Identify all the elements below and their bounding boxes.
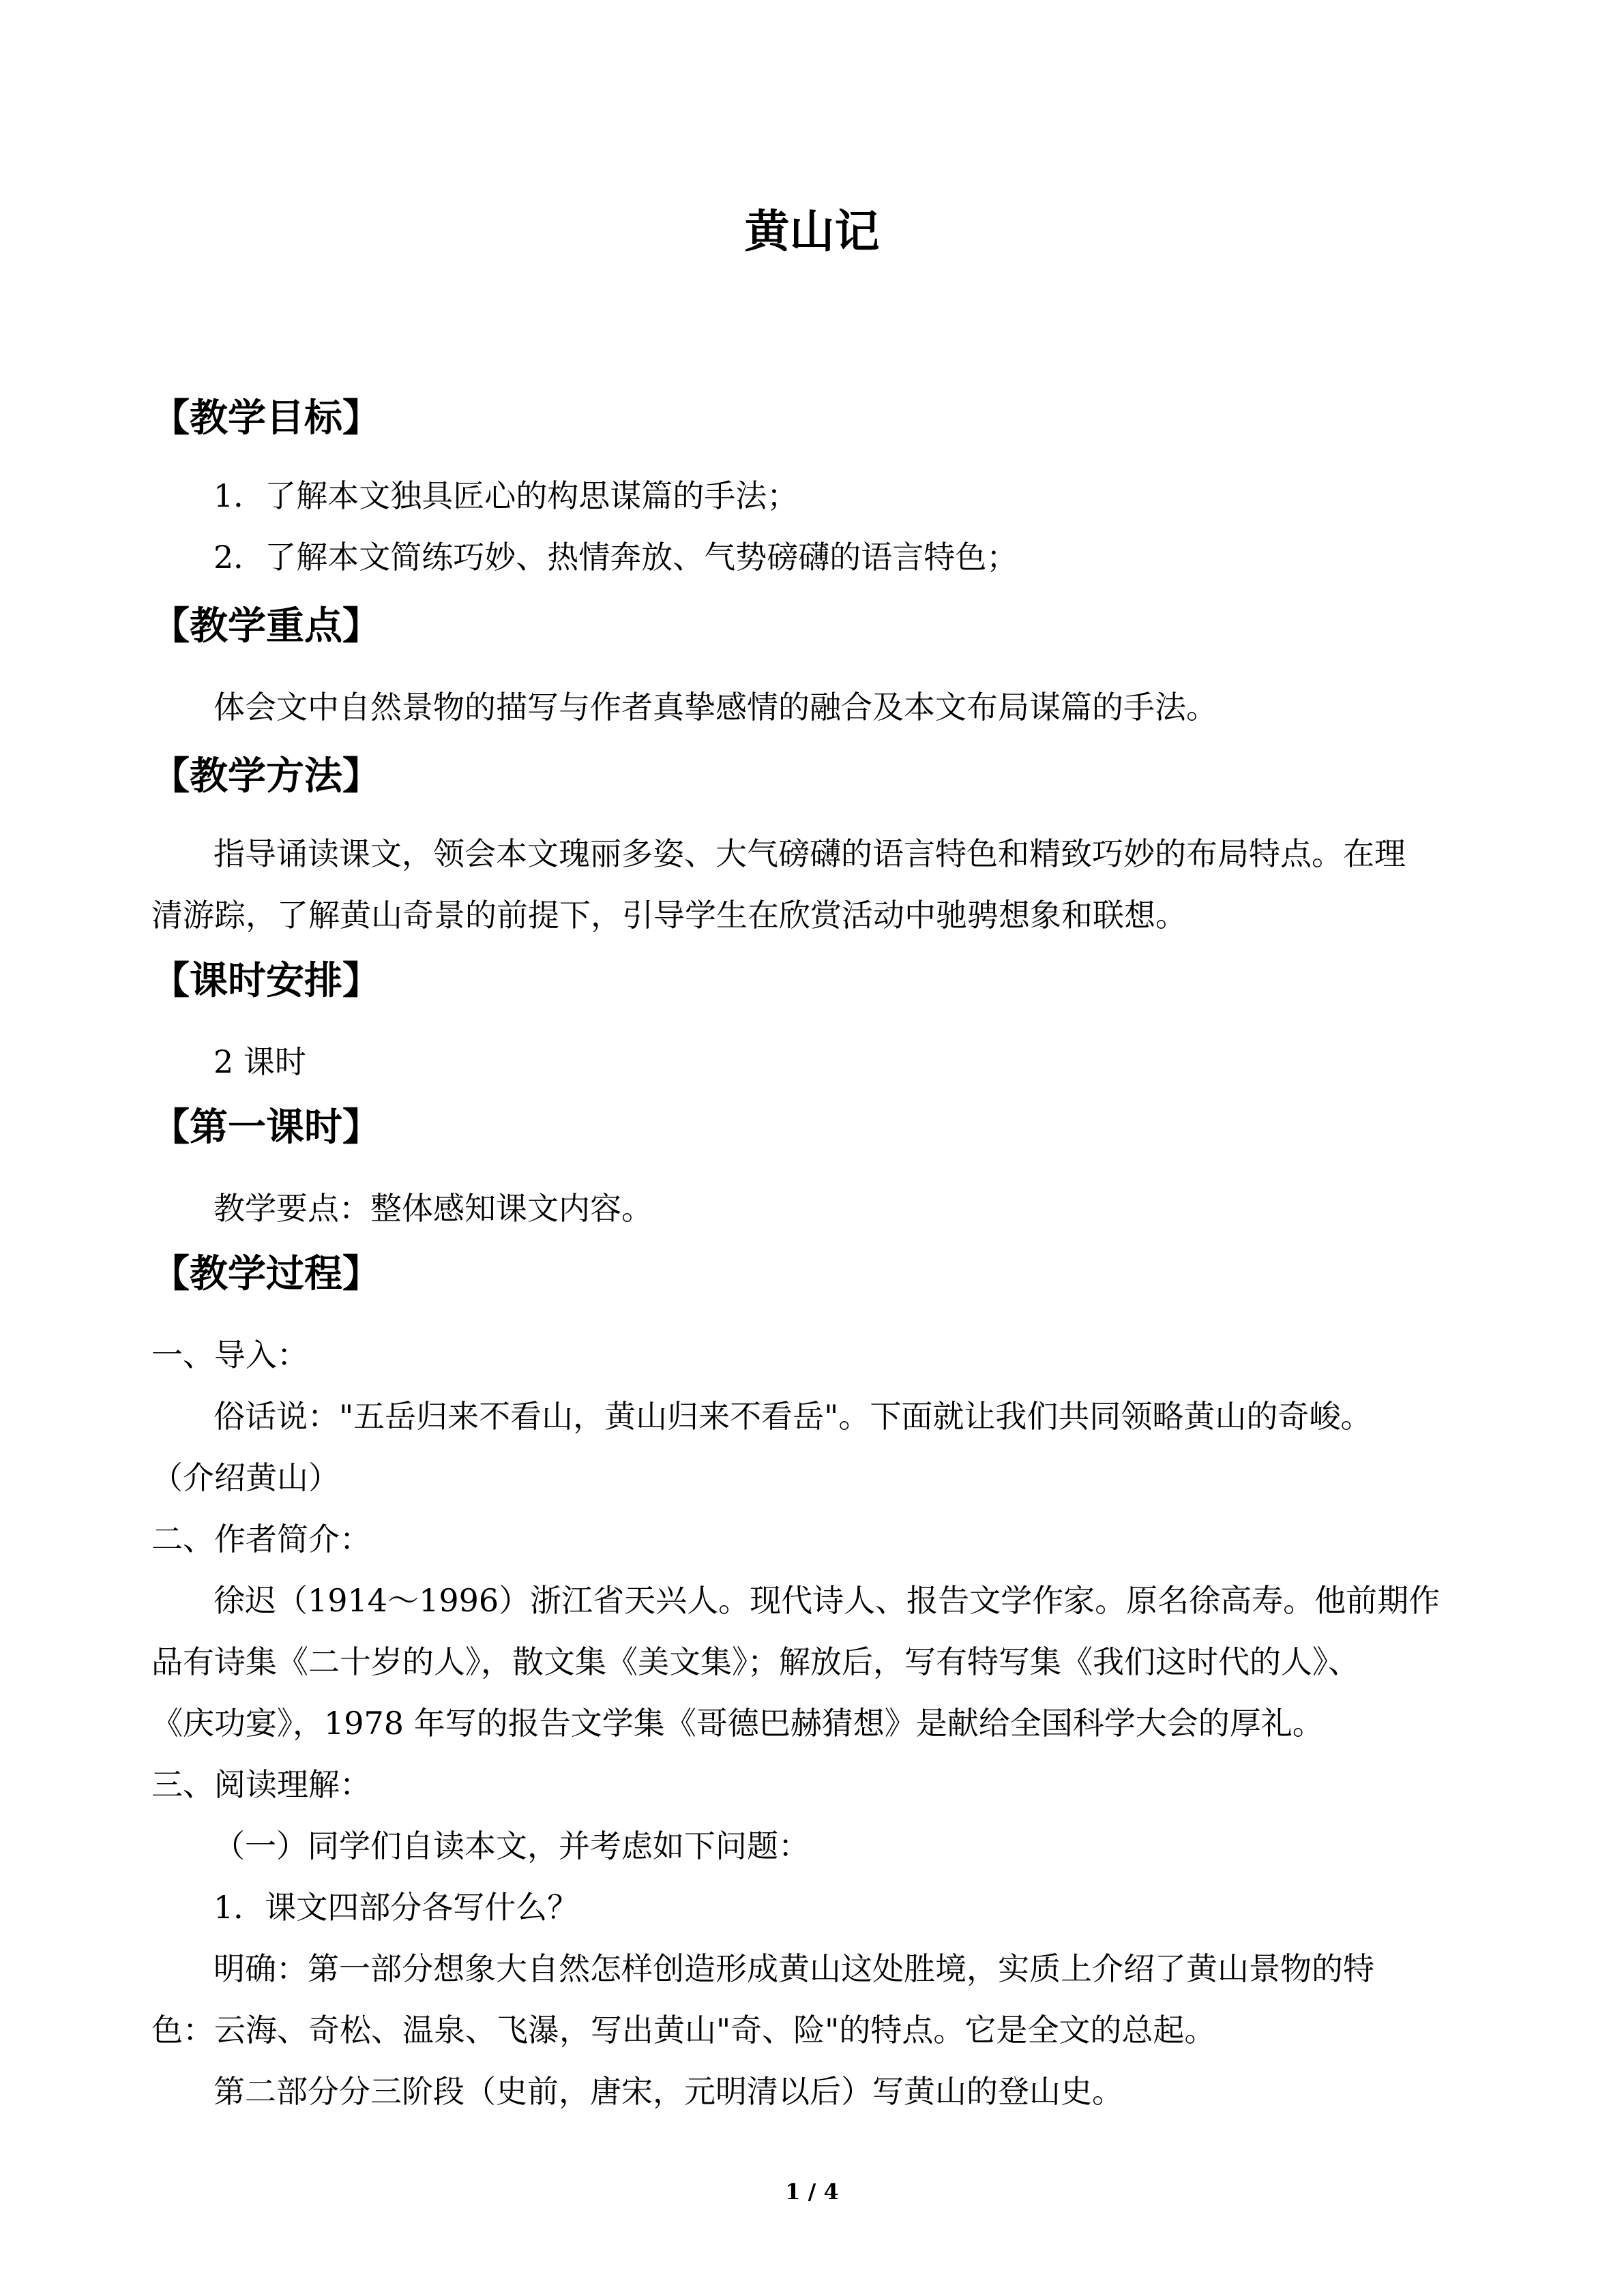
document-title: 黄山记 bbox=[744, 205, 880, 258]
process-part3-question-1: 1．课文四部分各写什么？ bbox=[213, 1889, 579, 1926]
page-number: 1 / 4 bbox=[785, 2179, 839, 2205]
process-part3-answer-line-2: 色：云海、奇松、温泉、飞瀑，写出黄山"奇、险"的特点。它是全文的总起。 bbox=[151, 2012, 1216, 2048]
goal-item-2: 2．了解本文简练巧妙、热情奔放、气势磅礴的语言特色； bbox=[213, 539, 1018, 576]
heading-teaching-process: 【教学过程】 bbox=[151, 1252, 381, 1296]
process-part3-answer-line-3: 第二部分分三阶段（史前，唐宋，元明清以后）写黄山的登山史。 bbox=[213, 2073, 1123, 2110]
heading-teaching-methods: 【教学方法】 bbox=[151, 754, 381, 799]
process-part2-line-1: 徐迟（1914～1996）浙江省天兴人。现代诗人、报告文学作家。原名徐高寿。他前期作 bbox=[213, 1582, 1441, 1619]
process-part2-line-3: 《庆功宴》，1978 年写的报告文学集《哥德巴赫猜想》是献给全国科学大会的厚礼。 bbox=[151, 1705, 1324, 1742]
heading-schedule: 【课时安排】 bbox=[151, 959, 381, 1003]
process-part1-line-2: （介绍黄山） bbox=[151, 1459, 340, 1496]
process-part2-title: 二、作者简介： bbox=[151, 1521, 371, 1557]
goal-item-1: 1．了解本文独具匠心的构思谋篇的手法； bbox=[213, 477, 799, 514]
heading-teaching-goals: 【教学目标】 bbox=[151, 396, 381, 441]
schedule-text: 2 课时 bbox=[213, 1043, 306, 1080]
first-lesson-text: 教学要点：整体感知课文内容。 bbox=[213, 1190, 653, 1227]
process-part3-title: 三、阅读理解： bbox=[151, 1766, 371, 1803]
heading-key-points: 【教学重点】 bbox=[151, 604, 381, 648]
process-part2-line-2: 品有诗集《二十岁的人》，散文集《美文集》；解放后，写有特写集《我们这时代的人》、 bbox=[151, 1643, 1359, 1680]
methods-line-2: 清游踪，了解黄山奇景的前提下，引导学生在欣赏活动中驰骋想象和联想。 bbox=[151, 897, 1187, 934]
methods-line-1: 指导诵读课文，领会本文瑰丽多姿、大气磅礴的语言特色和精致巧妙的布局特点。在理 bbox=[213, 835, 1406, 872]
process-part3-subtitle: （一）同学们自读本文，并考虑如下问题： bbox=[213, 1828, 810, 1864]
process-part3-answer-line-1: 明确：第一部分想象大自然怎样创造形成黄山这处胜境，实质上介绍了黄山景物的特 bbox=[213, 1950, 1374, 1987]
key-points-text: 体会文中自然景物的描写与作者真挚感情的融合及本文布局谋篇的手法。 bbox=[213, 689, 1217, 726]
process-part1-title: 一、导入： bbox=[151, 1337, 308, 1373]
heading-first-lesson: 【第一课时】 bbox=[151, 1105, 381, 1150]
process-part1-line-1: 俗话说："五岳归来不看山，黄山归来不看岳"。下面就让我们共同领略黄山的奇峻。 bbox=[213, 1398, 1372, 1435]
